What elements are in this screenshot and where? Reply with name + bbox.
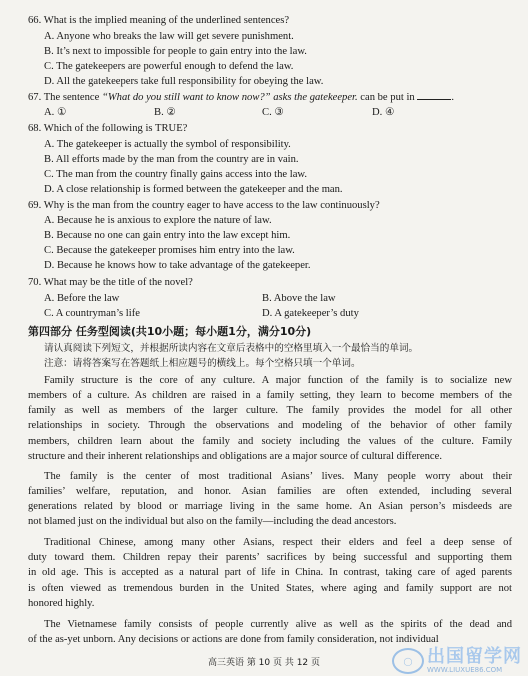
passage-line: The family is the center of most traditional Asians’ lives. Many people worry about their — [44, 471, 512, 482]
question-69-option-a: A. Because he is anxious to explore the nature of law. — [44, 215, 272, 226]
passage-line: generations related by blood or marriage living in the same home. An Asian person’s misdeeds are — [28, 501, 512, 512]
question-70-option-c: C. A countryman’s life — [44, 308, 140, 319]
passage-line: in old age. This is accepted as a natural part of life in China. In contrast, taking care of aged parents — [28, 567, 512, 578]
passage-line: Family structure is the core of any culture. A major function of the family is to socialize new — [44, 375, 512, 386]
question-70-option-a: A. Before the law — [44, 293, 120, 304]
question-66-option-c: C. The gatekeepers are powerful enough to defend the law. — [44, 61, 294, 72]
question-68-option-d: D. A close relationship is formed between the gatekeeper and the man. — [44, 184, 343, 195]
question-68-option-b: B. All efforts made by the man from the country are in vain. — [44, 154, 299, 165]
question-70-stem: 70. What may be the title of the novel? — [28, 277, 193, 288]
question-67-option-c: C. ③ — [262, 107, 284, 118]
passage-line: structure and their inherent relationships and obligations are a major source of cultural difference. — [28, 451, 442, 462]
question-67-option-d: D. ④ — [372, 107, 395, 118]
question-69-option-c: C. Because the gatekeeper promises him entry into the law. — [44, 245, 295, 256]
answer-blank — [417, 91, 451, 100]
question-67-option-a: A. ① — [44, 107, 67, 118]
passage-line: Traditional Chinese, among many other Asians, respect their elders and feel a deep sense of — [44, 537, 512, 548]
passage-line: families’ welfare, reputation, and honor. Asian families are often extended, including several — [28, 486, 512, 497]
page-footer: 高三英语 第 10 页 共 12 页 — [207, 658, 321, 668]
question-69-option-b: B. Because no one can gain entry into the law except him. — [44, 230, 291, 241]
question-68-option-c: C. The man from the country finally gains access into the law. — [44, 169, 308, 180]
question-66-option-d: D. All the gatekeepers take full responsibility for obeying the law. — [44, 76, 324, 87]
question-67-stem-start: 67. The sentence — [28, 92, 102, 103]
watermark-url: WWW.LIUXUE86.COM — [427, 666, 503, 674]
question-70-option-b: B. Above the law — [262, 293, 336, 304]
section-title: 第四部分 任务型阅读(共10小题；每小题1分，满分10分) — [28, 325, 312, 338]
question-67-option-b: B. ② — [154, 107, 176, 118]
question-66-option-a: A. Anyone who breaks the law will get severe punishment. — [44, 31, 294, 42]
question-69-stem: 69. Why is the man from the country eager to have access to the law continuously? — [28, 200, 380, 211]
passage-line: family as well as members of the larger culture. The family provides the model for all other — [28, 405, 512, 416]
watermark-title: 出国留学网 — [427, 646, 522, 667]
passage-line: members, children learn about the family and society including the values of the culture. Family — [28, 436, 512, 447]
passage-line: The Vietnamese family consists of people currently alive as well as the spirits of the dead and — [44, 619, 512, 630]
passage-line: duty toward them. Children repay their parents’ sacrifices by being successful and supporting them — [28, 552, 512, 563]
question-67-quote: “What do you still want to know now?” asks the gatekeeper. — [101, 92, 358, 103]
question-67-stem: 67. The sentence “What do you still want to know now?” asks the gatekeeper. can be put in . — [28, 92, 455, 103]
question-66-option-b: B. It’s next to impossible for people to gain entry into the law. — [44, 46, 307, 57]
passage-line: not blamed just on the individual but also on the family—including the dead ancestors. — [28, 516, 397, 527]
passage-line: of the as-yet unborn. Any decisions or actions are done from family consideration, not individual — [28, 634, 439, 645]
question-70-option-d: D. A gatekeeper’s duty — [262, 308, 359, 319]
globe-icon: ◯ — [392, 648, 424, 674]
passage-line: relationships in society. Through the observations and modeling of the behavior of other family — [28, 420, 512, 431]
passage-line: is often viewed as tremendous burden in the United States, where aging and family support are not — [28, 583, 512, 594]
question-68-option-a: A. The gatekeeper is actually the symbol of responsibility. — [44, 139, 291, 150]
passage-line: honored highly. — [28, 598, 95, 609]
section-instruction-2: 注意：请将答案写在答题纸上相应题号的横线上。每个空格只填一个单词。 — [44, 358, 361, 369]
passage-line: members of a culture. As children are raised in a family setting, they learn to become members of the — [28, 390, 512, 401]
question-67-stem-end: can be put in — [357, 92, 415, 103]
watermark — [392, 648, 522, 674]
question-68-stem: 68. Which of the following is TRUE? — [28, 123, 188, 134]
question-69-option-d: D. Because he knows how to take advantage of the gatekeeper. — [44, 260, 311, 271]
question-66-stem: 66. What is the implied meaning of the underlined sentences? — [28, 15, 290, 26]
section-instruction-1: 请认真阅读下列短文，并根据所读内容在文章后表格中的空格里填入一个最恰当的单词。 — [44, 343, 419, 354]
